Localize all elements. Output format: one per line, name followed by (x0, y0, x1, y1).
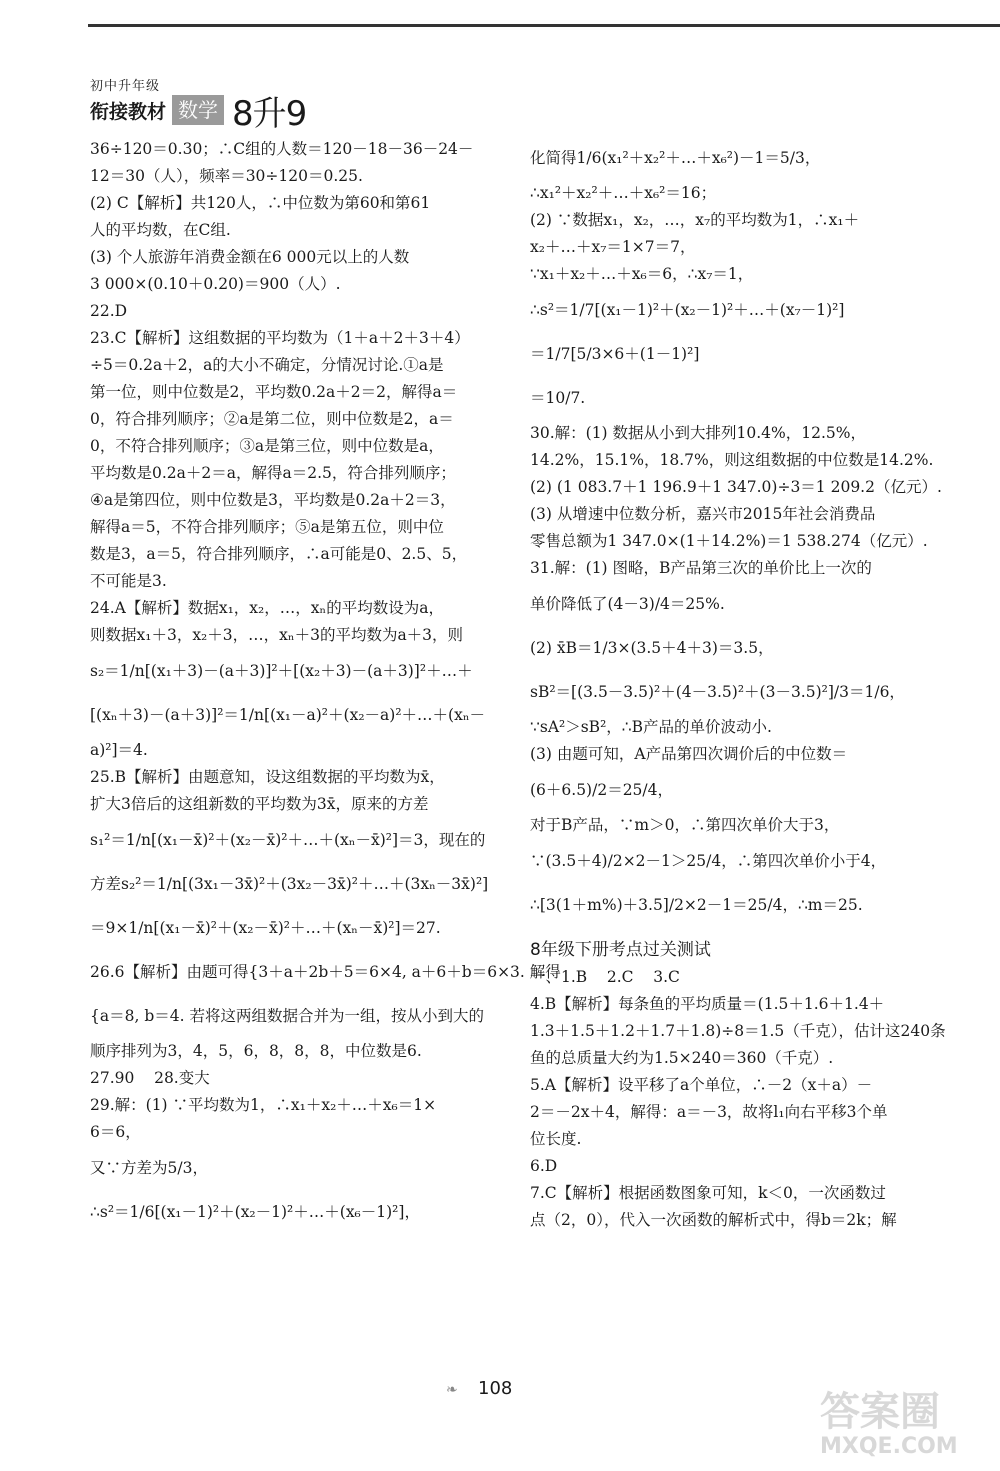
text-line: 人的平均数，在C组. (90, 221, 231, 239)
formula-line: 26.6【解析】由题可得{3＋a＋2b＋5＝6×4, a＋6＋b＝6×3. 解得 (90, 963, 561, 981)
text-line: 36÷120＝0.30；∴C组的人数＝120－18－36－24－ (90, 140, 474, 158)
formula-line: ∵(3.5＋4)/2×2－1＞25/4，∴第四次单价小于4， (530, 852, 887, 870)
text-line: (3) 个人旅游年消费金额在6 000元以上的人数 (90, 248, 410, 266)
text-line: 30.解：(1) 数据从小到大排列10.4%，12.5%， (530, 424, 867, 442)
formula-line: 化简得1/6(x₁²＋x₂²＋…＋x₆²)－1＝5/3， (530, 149, 821, 167)
text-line: 平均数是0.2a＋2＝a，解得a＝2.5，符合排列顺序； (90, 464, 456, 482)
formula-line: ∴s²＝1/6[(x₁－1)²＋(x₂－1)²＋…＋(x₆－1)²]， (90, 1203, 420, 1221)
formula-line: s₁²＝1/n[(x₁－x̄)²＋(x₂－x̄)²＋…＋(xₙ－x̄)²]＝3，现在的 (90, 831, 486, 849)
text-line: 不可能是3. (90, 572, 167, 590)
text-line: 31.解：(1) 图略，B产品第三次的单价比上一次的 (530, 559, 872, 577)
page-number: 108 (478, 1378, 513, 1399)
text-line: 2＝－2x＋4，解得：a＝－3，故将l₁向右平移3个单 (530, 1103, 888, 1121)
text-line: 鱼的总质量大约为1.5×240＝360（千克）. (530, 1049, 834, 1067)
text-line: 7.C【解析】根据函数图象可知，k＜0，一次函数过 (530, 1184, 886, 1202)
formula-line: (2) x̄B＝1/3×(3.5＋4＋3)＝3.5， (530, 639, 774, 657)
text-line: x₂＋…＋x₇＝1×7＝7， (530, 238, 696, 256)
text-line: 顺序排列为3，4，5，6，8，8，8，中位数是6. (90, 1042, 422, 1060)
formula-line: ＝9×1/n[(x₁－x̄)²＋(x₂－x̄)²＋…＋(xₙ－x̄)²]＝27. (90, 919, 441, 937)
text-line: 4.B【解析】每条鱼的平均质量＝(1.5＋1.6＋1.4＋ (530, 995, 885, 1013)
text-line: 0，符合排列顺序；②a是第二位，则中位数是2，a＝ (90, 410, 454, 428)
text-line: (3) 由题可知，A产品第四次调价后的中位数＝ (530, 745, 848, 763)
text-line: 零售总额为1 347.0×(1＋14.2%)＝1 538.274（亿元）. (530, 532, 928, 550)
text-line: 6＝6， (90, 1123, 141, 1141)
text-line: ④a是第四位，则中位数是3，平均数是0.2a＋2＝3， (90, 491, 456, 509)
text-line: 扩大3倍后的这组新数的平均数为3x̄，原来的方差 (90, 795, 429, 813)
text-line: 数是3，a＝5，符合排列顺序，∴a可能是0、2.5、5， (90, 545, 468, 563)
text-line: (3) 从增速中位数分析，嘉兴市2015年社会消费品 (530, 505, 876, 523)
header-grade: 8升9 (232, 93, 307, 134)
formula-line: ∴[3(1＋m%)＋3.5]/2×2－1＝25/4，∴m＝25. (530, 896, 863, 914)
text-line: ∵sA²＞sB²，∴B产品的单价波动小. (530, 718, 772, 736)
text-line: 29.解：(1) ∵平均数为1，∴x₁＋x₂＋…＋x₆＝1× (90, 1096, 437, 1114)
formula-line: s₂＝1/n[(x₁＋3)－(a＋3)]²＋[(x₂＋3)－(a＋3)]²＋…＋ (90, 662, 473, 680)
text-line: 5.A【解析】设平移了a个单位，∴－2（x＋a）－ (530, 1076, 873, 1094)
text-line: (2) ∵数据x₁，x₂，…，x₇的平均数为1，∴x₁＋ (530, 211, 860, 229)
text-line: 25.B【解析】由题意知，设这组数据的平均数为x̄， (90, 768, 445, 786)
text-line: 第一位，则中位数是2，平均数0.2a＋2＝2，解得a＝ (90, 383, 458, 401)
text-line: 0，不符合排列顺序；③a是第三位，则中位数是a， (90, 437, 444, 455)
text-line: 14.2%，15.1%，18.7%，则这组数据的中位数是14.2%. (530, 451, 934, 469)
section-heading: 8年级下册考点过关测试 (530, 940, 711, 960)
top-rule (88, 24, 1000, 27)
header-teaching: 衔接教材 (90, 100, 167, 123)
text-line: 6.D (530, 1157, 558, 1175)
formula-line: ＝10/7. (530, 389, 586, 407)
formula-line: 又∵方差为5/3， (90, 1159, 208, 1177)
formula-line: ＝1/7[5/3×6＋(1－1)²] (530, 345, 700, 363)
formula-line: ∴s²＝1/7[(x₁－1)²＋(x₂－1)²＋…＋(x₇－1)²] (530, 301, 845, 319)
text-line: 则数据x₁＋3，x₂＋3，…，xₙ＋3的平均数为a＋3，则 (90, 626, 464, 644)
book-header (90, 79, 307, 134)
text-line: 12＝30（人），频率＝30÷120＝0.25. (90, 167, 363, 185)
header-small-label: 初中升年级 (90, 79, 161, 94)
formula-line: 单价降低了(4－3)/4＝25%. (530, 595, 725, 613)
text-line: ∵x₁＋x₂＋…＋x₆＝6，∴x₇＝1， (530, 265, 754, 283)
text-line: ÷5＝0.2a＋2，a的大小不确定，分情况讨论.①a是 (90, 356, 444, 374)
formula-line: 方差s₂²＝1/n[(3x₁－3x̄)²＋(3x₂－3x̄)²＋…＋(3xₙ－3x̄)²] (90, 875, 489, 893)
text-line: 1.3＋1.5＋1.2＋1.7＋1.8)÷8＝1.5（千克），估计这240条 (530, 1022, 946, 1040)
watermark-url: MXQE.COM (820, 1434, 958, 1459)
text-line: ∴x₁²＋x₂²＋…＋x₆²＝16； (530, 184, 717, 202)
formula-line: [(xₙ＋3)－(a＋3)]²＝1/n[(x₁－a)²＋(x₂－a)²＋…＋(xₙ－ (90, 706, 486, 724)
watermark-logo-text: 答案圈 (820, 1389, 940, 1435)
text-line: 一、1.B 2.C 3.C (530, 968, 680, 986)
text-line: (2) (1 083.7＋1 196.9＋1 347.0)÷3＝1 209.2（亿元）. (530, 478, 942, 496)
text-line: 解得a＝5，不符合排列顺序；⑤a是第五位，则中位 (90, 518, 444, 536)
formula-line: (6＋6.5)/2＝25/4， (530, 781, 673, 799)
right-column (530, 136, 946, 1234)
text-line: 27.90 28.变大 (90, 1069, 210, 1087)
header-subject: 数学 (172, 95, 224, 125)
text-line: 点（2，0），代入一次函数的解析式中，得b＝2k；解 (530, 1211, 897, 1229)
watermark (820, 1390, 958, 1459)
text-line: 24.A【解析】数据x₁，x₂，…，xₙ的平均数设为a， (90, 599, 444, 617)
ornament-icon: ❧ (446, 1382, 458, 1398)
text-line: (2) C【解析】共120人，∴中位数为第60和第61 (90, 194, 431, 212)
text-line: 位长度. (530, 1130, 582, 1148)
formula-line: {a＝8, b＝4. 若将这两组数据合并为一组，按从小到大的 (90, 1007, 484, 1025)
text-line: 对于B产品，∵m＞0，∴第四次单价大于3， (530, 816, 840, 834)
text-line: 22.D (90, 302, 128, 320)
text-line: 23.C【解析】这组数据的平均数为（1＋a＋2＋3＋4） (90, 329, 470, 347)
formula-line: sB²＝[(3.5－3.5)²＋(4－3.5)²＋(3－3.5)²]/3＝1/6， (530, 683, 905, 701)
text-line: 3 000×(0.10＋0.20)＝900（人）. (90, 275, 341, 293)
text-line: a)²]＝4. (90, 741, 148, 759)
